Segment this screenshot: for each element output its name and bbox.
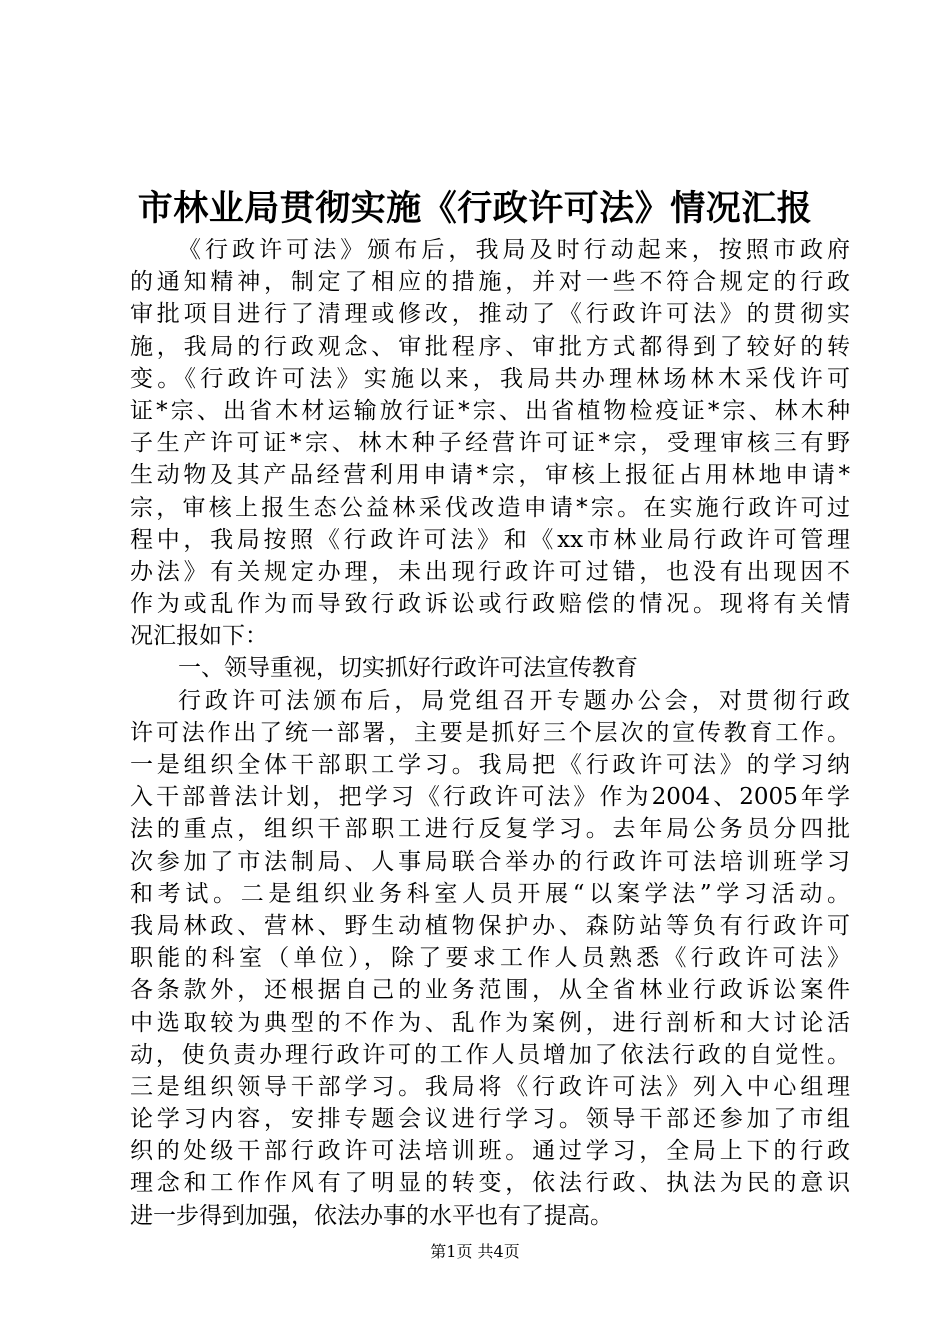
body-line: 况汇报如下： xyxy=(130,623,268,650)
body-line: 的通知精神，制定了相应的措施，并对一些不符合规定的行政 xyxy=(130,269,850,296)
body-line: 三是组织领导干部学习。我局将《行政许可法》列入中心组理 xyxy=(130,1073,850,1100)
body-line: 各条款外，还根据自己的业务范围，从全省林业行政诉讼案件 xyxy=(130,977,850,1004)
body-line: 论学习内容，安排专题会议进行学习。领导干部还参加了市组 xyxy=(130,1106,850,1133)
body-line: 织的处级干部行政许可法培训班。通过学习，全局上下的行政 xyxy=(130,1138,850,1165)
body-line: 变。《行政许可法》实施以来，我局共办理林场林木采伐许可 xyxy=(130,365,850,392)
body-line: 法的重点，组织干部职工进行反复学习。去年局公务员分四批 xyxy=(130,816,850,843)
body-line: 办法》有关规定办理，未出现行政许可过错，也没有出现因不 xyxy=(130,558,850,585)
body-line: 我局林政、营林、野生动植物保护办、森防站等负有行政许可 xyxy=(130,912,850,939)
body-line: 次参加了市法制局、人事局联合举办的行政许可法培训班学习 xyxy=(130,848,850,875)
body-line: 宗，审核上报生态公益林采伐改造申请*宗。在实施行政许可过 xyxy=(130,494,850,521)
body-line: 进一步得到加强，依法办事的水平也有了提高。 xyxy=(130,1202,613,1229)
body-line: 行政许可法颁布后，局党组召开专题办公会，对贯彻行政 xyxy=(178,687,850,714)
body-line: 施，我局的行政观念、审批程序、审批方式都得到了较好的转 xyxy=(130,333,850,360)
body-line: 作为或乱作为而导致行政诉讼或行政赔偿的情况。现将有关情 xyxy=(130,591,850,618)
body-line: 理念和工作作风有了明显的转变，依法行政、执法为民的意识 xyxy=(130,1170,850,1197)
body-line: 生动物及其产品经营利用申请*宗，审核上报征占用林地申请* xyxy=(130,462,850,489)
document-title: 市林业局贯彻实施《行政许可法》情况汇报 xyxy=(137,188,813,229)
body-line: 许可法作出了统一部署，主要是抓好三个层次的宣传教育工作。 xyxy=(130,719,850,746)
body-line: 审批项目进行了清理或修改，推动了《行政许可法》的贯彻实 xyxy=(130,301,850,328)
body-line: 证*宗、出省木材运输放行证*宗、出省植物检疫证*宗、林木种 xyxy=(130,397,850,424)
body-line: 子生产许可证*宗、林木种子经营许可证*宗，受理审核三有野 xyxy=(130,430,850,457)
body-line: 程中，我局按照《行政许可法》和《xx市林业局行政许可管理 xyxy=(130,526,850,553)
page-footer: 第1页 共4页 xyxy=(430,1242,520,1261)
body-line: 入干部普法计划，把学习《行政许可法》作为2004、2005年学 xyxy=(130,784,850,811)
body-line: 中选取较为典型的不作为、乱作为案例，进行剖析和大讨论活 xyxy=(130,1009,850,1036)
document-body xyxy=(130,234,850,1232)
body-line: 动，使负责办理行政许可的工作人员增加了依法行政的自觉性。 xyxy=(130,1041,850,1068)
body-line: 职能的科室（单位），除了要求工作人员熟悉《行政许可法》 xyxy=(130,945,850,972)
body-line: 一是组织全体干部职工学习。我局把《行政许可法》的学习纳 xyxy=(130,752,850,778)
body-line: 和考试。二是组织业务科室人员开展“以案学法”学习活动。 xyxy=(130,880,850,907)
body-line: 一、领导重视，切实抓好行政许可法宣传教育 xyxy=(178,655,638,682)
body-line: 《行政许可法》颁布后，我局及时行动起来，按照市政府 xyxy=(178,237,850,263)
